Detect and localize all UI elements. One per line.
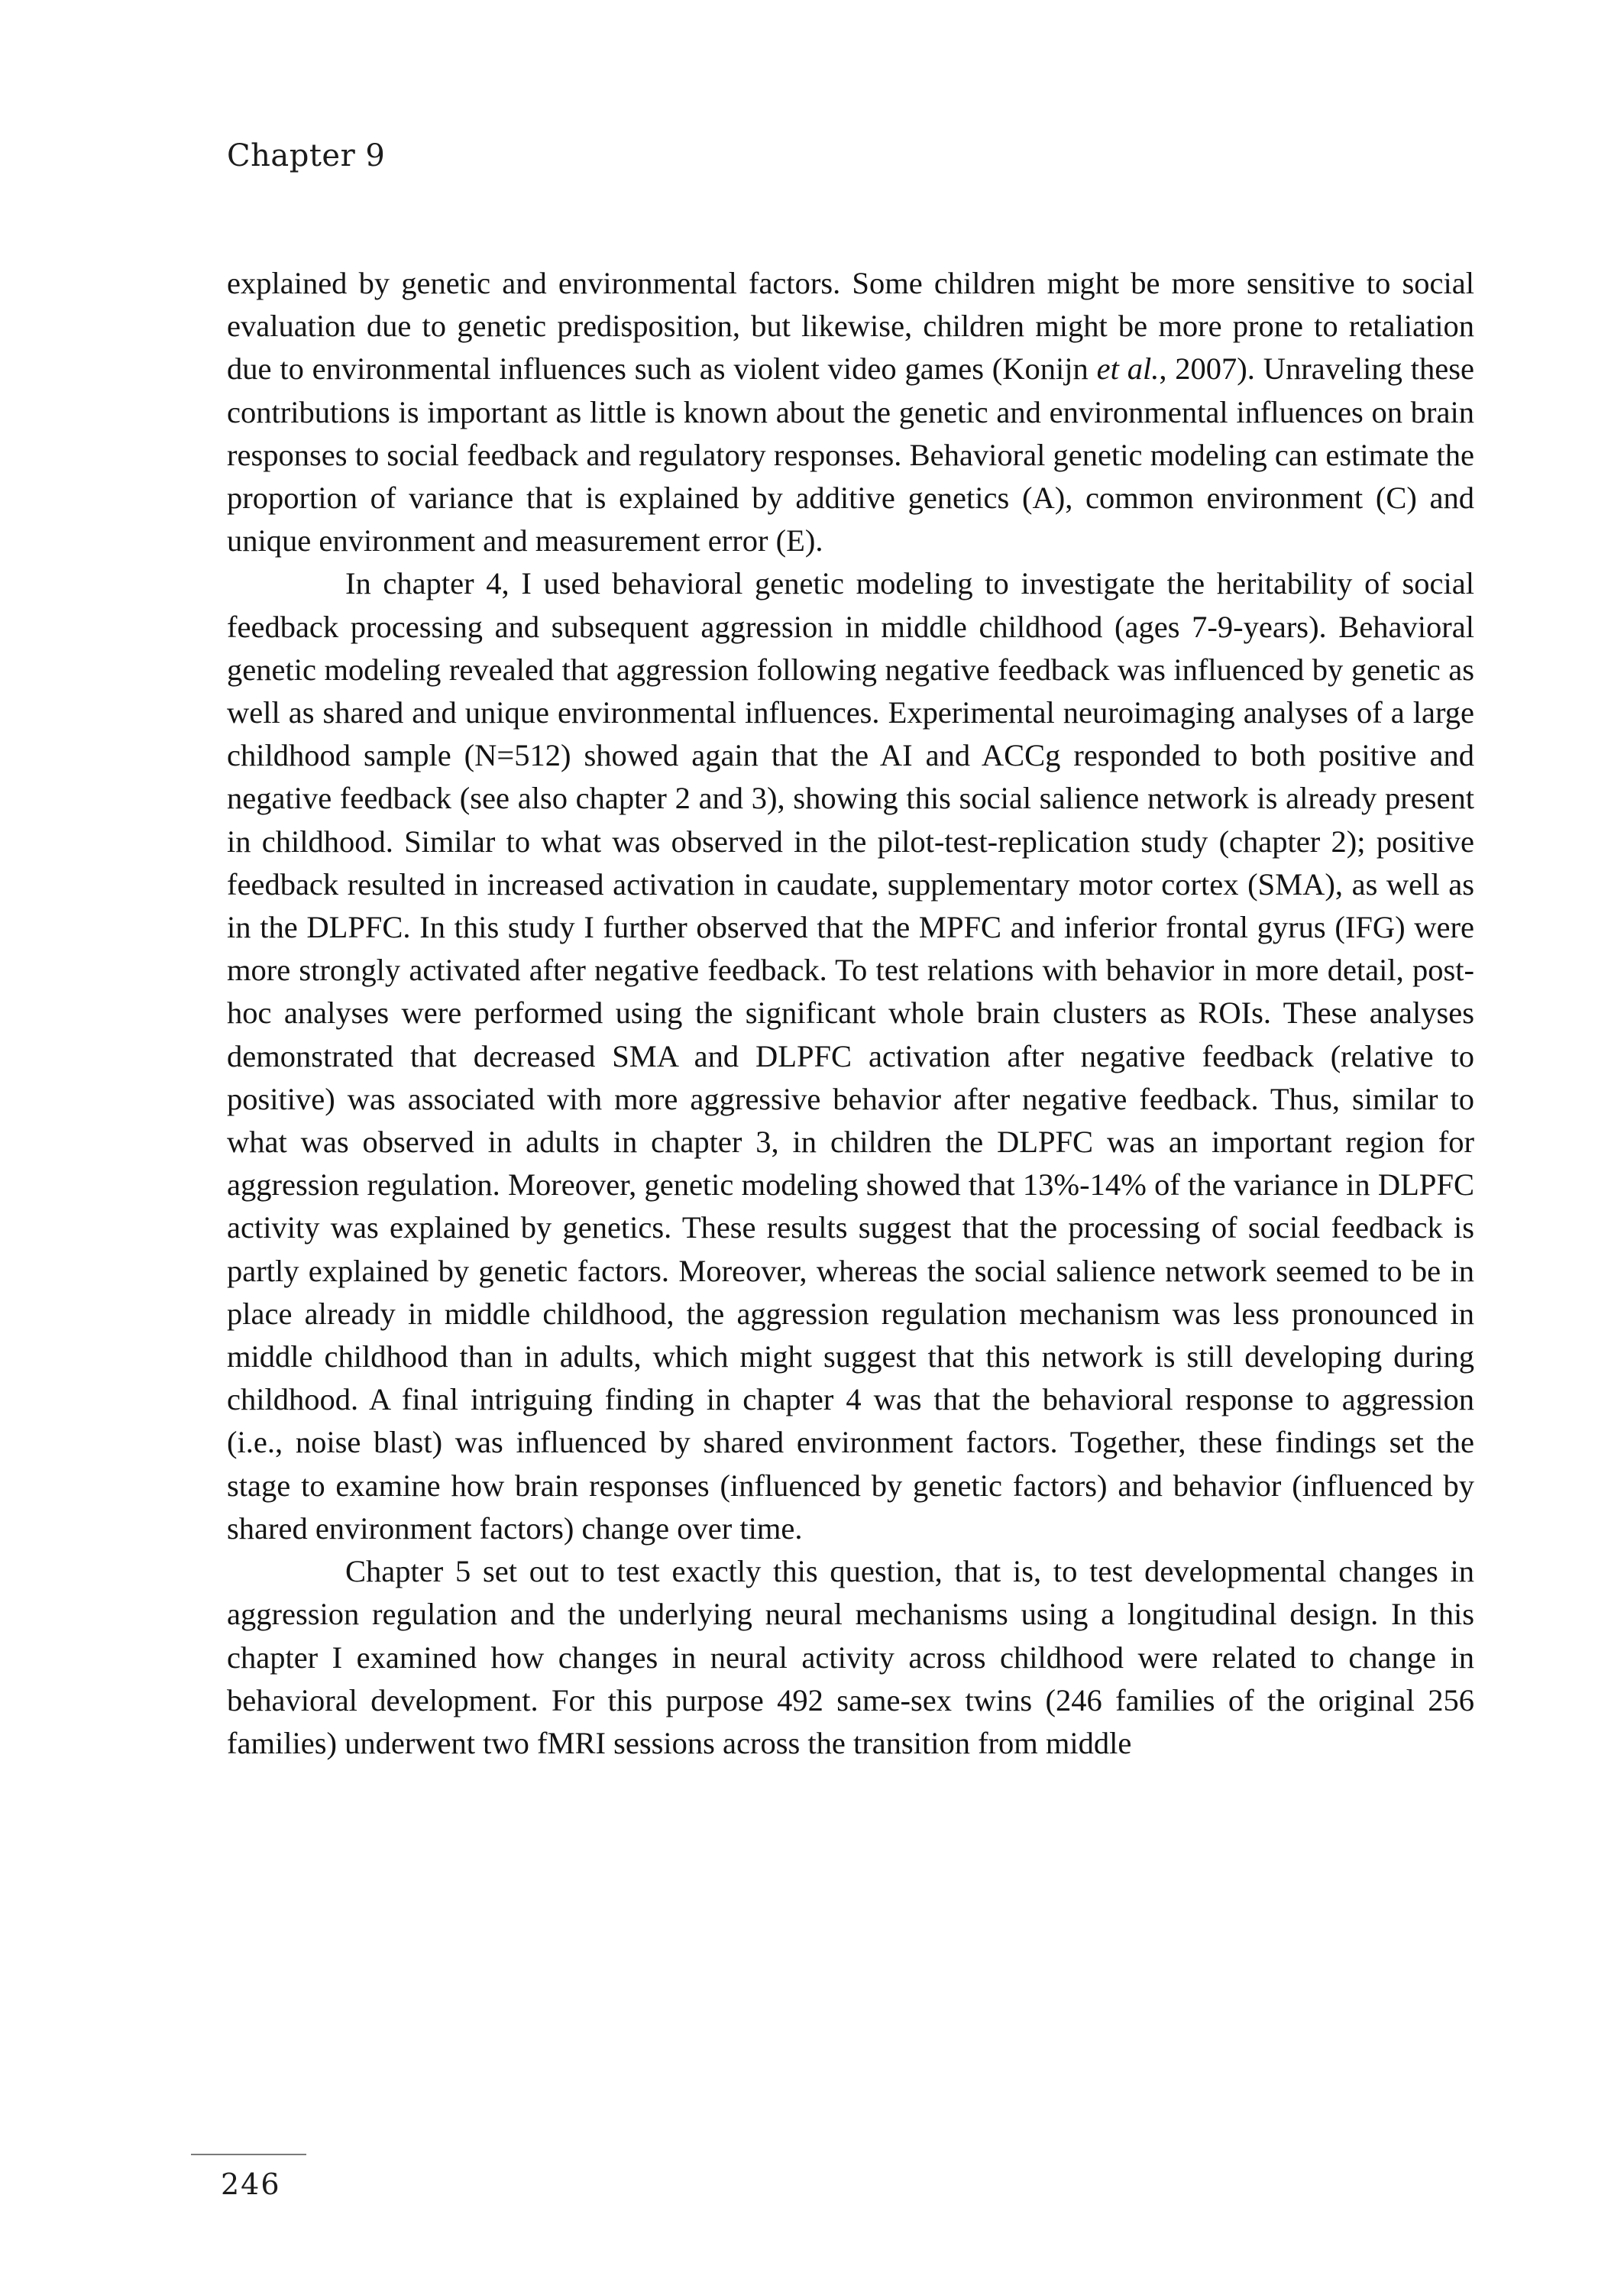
page-number: 246 bbox=[221, 2167, 281, 2201]
paragraph-1-text-a: explained by genetic and environmental factors. Some children might be more sensitive to social evaluation due to genetic predisposition, but likewise, children might be more prone to retaliation due to environmental influences such as violent video games (Konijn bbox=[227, 266, 1474, 387]
paragraph-1 bbox=[227, 262, 1474, 562]
running-head: Chapter 9 bbox=[227, 138, 386, 173]
paragraph-3: Chapter 5 set out to test exactly this question, that is, to test developmental changes in aggression regulation and the underlying neural mechanisms using a longitudinal design. In this chapter I examined how changes in neural activity across childhood were related to change in behavioral development. For this purpose 492 same-sex twins (246 families of the original 256 families) underwent two fMRI sessions across the transition from middle bbox=[227, 1554, 1474, 1760]
footer-divider bbox=[191, 2154, 306, 2155]
citation-et-al: et al. bbox=[1096, 351, 1160, 387]
paragraph-2: In chapter 4, I used behavioral genetic modeling to investigate the heritability of social feedback processing and subsequent aggression in middle childhood (ages 7-9-years). Behavioral genetic modeling revealed that aggression following negative feedback was influenced by genetic as well as shared and unique environmental influences. Experimental neuroimaging analyses of a large childhood sample (N=512) showed again that the AI and ACCg responded to both positive and negative feedback (see also chapter 2 and 3), showing this social salience network is already present in childhood. Similar to what was observed in the pilot-test-replication study (chapter 2); positive feedback resulted in increased activation in caudate, supplementary motor cortex (SMA), as well as in the DLPFC. In this study I further observed that the MPFC and inferior frontal gyrus (IFG) were more strongly activated after negative feedback. To test relations with behavior in more detail, post-hoc analyses were performed using the significant whole brain clusters as ROIs. These analyses demonstrated that decreased SMA and DLPFC activation after negative feedback (relative to positive) was associated with more aggressive behavior after negative feedback. Thus, similar to what was observed in adults in chapter 3, in children the DLPFC was an important region for aggression regulation. Moreover, genetic modeling showed that 13%-14% of the variance in DLPFC activity was explained by genetics. These results suggest that the processing of social feedback is partly explained by genetic factors. Moreover, whereas the social salience network seemed to be in place already in middle childhood, the aggression regulation mechanism was less pronounced in middle childhood than in adults, which might suggest that this network is still developing during childhood. A final intriguing finding in chapter 4 was that the behavioral response to aggression (i.e., noise blast) was influenced by shared environment factors. Together, these findings set the stage to examine how brain responses (influenced by genetic factors) and behavior (influenced by shared environment factors) change over time. bbox=[227, 566, 1474, 1546]
body-text bbox=[227, 262, 1474, 1765]
paragraph-1-text-b: , 2007). Unraveling these contributions is important as little is known about the genetic and environmental influences on brain responses to social feedback and regulatory responses. Behavioral genetic modeling can estimate the proportion of variance that is explained by additive genetics (A), common environment (C) and unique environment and measurement error (E). bbox=[227, 351, 1474, 558]
